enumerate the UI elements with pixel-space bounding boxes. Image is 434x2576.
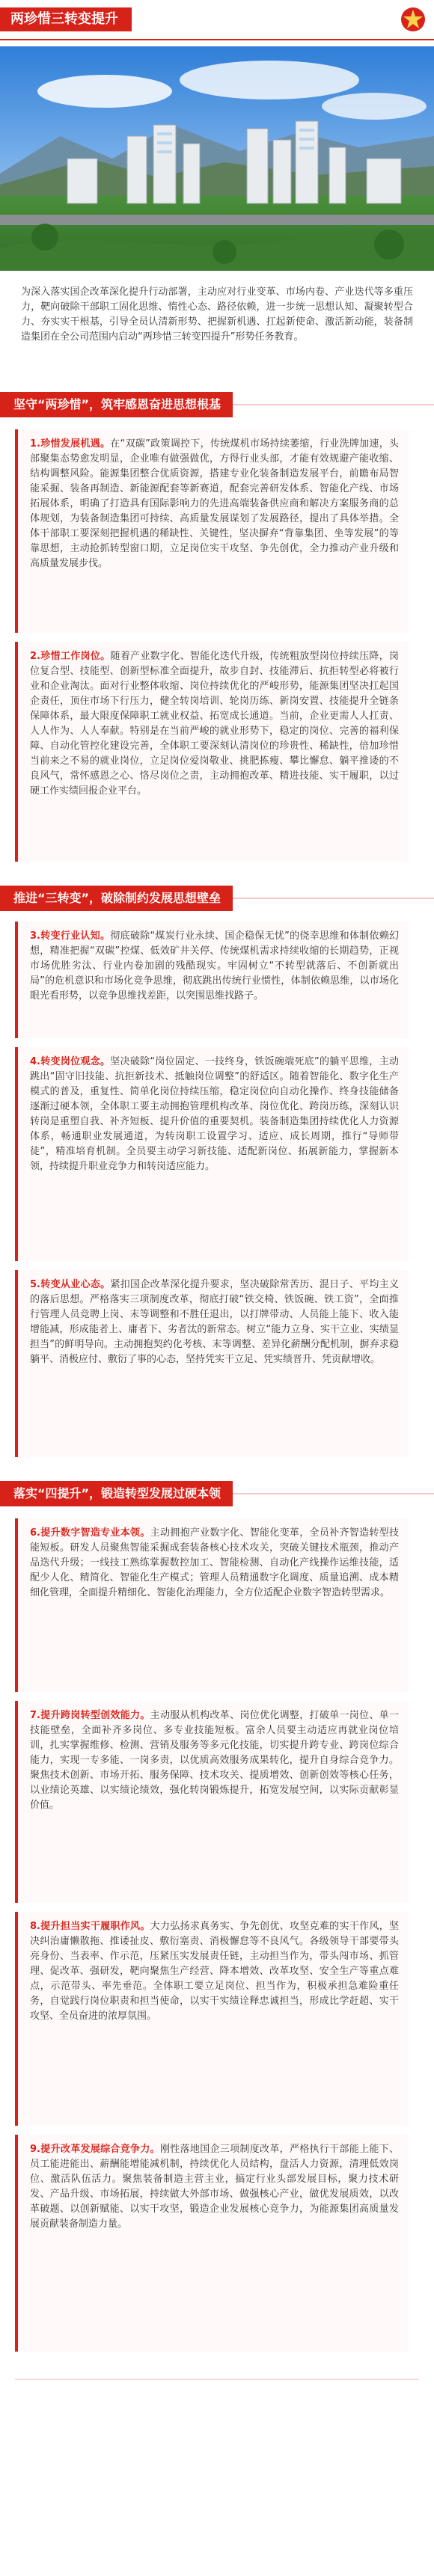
section-banner xyxy=(0,886,434,911)
section-title: 落实“四提升”，锻造转型发展过硬本领 xyxy=(0,1481,233,1506)
item-body: 大力弘扬求真务实、争先创优、攻坚克难的实干作风，坚决纠治庸懒散拖、推诿扯皮、敷衍塞责、消极懈怠等不良风气。各级领导干部要带头亮身份、当表率、作示范，压紧压实发展责任链，主动担当作为，带头闯市场、抓管理、促改革、强研发，靶向聚焦生产经营、降本增效、改革攻坚、安全生产等重点难点，示范带头、率先垂范。全体职工要立足岗位、担当作为，积极承担急难险重任务，自觉践行岗位职责和担当使命，以实干实绩诠释忠诚担当，形成比学赶超、实干攻坚、全员奋进的浓厚氛围。 xyxy=(30,1921,399,2022)
text-block xyxy=(15,1701,408,1903)
item-lead: 6.提升数字智造专业本领。 xyxy=(30,1527,150,1539)
hero-photo xyxy=(0,46,434,271)
footer-divider xyxy=(15,2379,419,2380)
item-body: 随着产业数字化、智能化迭代升级，传统粗放型岗位持续压降，岗位复合型、技能型、创新型标准全面提升，故步自封、技能滞后、抗拒转型必将被行业和企业淘汰。面对行业整体收缩、岗位持续优化的严峻形势，能源集团坚决扛起国企责任，顶住市场下行压力，健全转岗培训、轮岗历练、新岗安置、技能提升全链条保障体系，最大限度保障职工就业权益、拓宽成长通道。当前，企业更需人人扛责、人人作为、人人奉献。特别是在当前严峻的就业形势下，稳定的岗位、完善的福利保障、自动化管控化建设完善，全体职工要深刻认清岗位的珍贵性、稀缺性，倍加珍惜当前来之不易的就业岗位，立足岗位爱岗敬业、挑肥拣瘦、攀比懈怠、躺平推诿的不良风气，常怀感恩之心、恪尽岗位之责，主动拥抱改革、精进技能、实干履职，以过硬工作实绩回报企业平台。 xyxy=(30,651,399,797)
item-lead: 7.提升跨岗转型创效能力。 xyxy=(30,1710,150,1721)
item-lead: 5.转变从业心态。 xyxy=(30,1279,111,1290)
text-block xyxy=(15,1912,408,2126)
text-block xyxy=(15,921,408,1038)
text-block xyxy=(15,642,408,862)
text-block xyxy=(15,2135,408,2352)
text-block xyxy=(15,1047,408,1261)
item-lead: 2.珍惜工作岗位。 xyxy=(30,651,111,662)
section-title: 推进“三转变”，破除制约发展思想壁垒 xyxy=(0,886,233,911)
item-body: 刚性落地国企三项制度改革，严格执行干部能上能下、员工能进能出、薪酬能增能减机制，持续优化人员结构，盘活人力资源，清理低效岗位、激活队伍活力。聚焦装备制造主营主业，搞定行业头部发展目标，聚力技术研发、产品升级、市场拓展，持续做大外部市场、做强核心产业，做优发展质效，以改革破题、以创新赋能、以实干攻坚，锻造企业发展核心竞争力，为能源集团高质量发展贡献装备制造力量。 xyxy=(30,2144,399,2230)
text-block xyxy=(15,1518,408,1692)
item-body: 紧扣国企改革深化提升要求，坚决破除常苦历、混日子、平均主义的落后思想。严格落实三项制度改革，彻底打破“铁交椅、铁饭碗、铁工资”，全面推行管理人员竞聘上岗、末等调整和不胜任退出，以打牌带动、人员能上能下、收入能增能减，形成能者上、庸者下、劣者汰的新常态。树立“能力立身、实干立业、实绩显担当”的鲜明导向。主动拥抱契约化考核、末等调整、差异化薪酬分配机制，摒弃求稳躺平、消极应付、敷衍了事的心态，坚持凭实干立足、凭实绩晋升、凭贡献增收。 xyxy=(30,1279,399,1365)
item-body: 坚决破除“岗位固定、一技终身，铁饭碗端死底”的躺平思维，主动跳出“固守旧技能、抗拒新技术、抵触岗位调整”的舒适区。随着智能化、数字化生产模式的普及，重复性、简单化岗位持续压缩，稳定岗位向自动化操作、终身技能储备逐渐过硬本领，全体职工要主动拥抱管理机构改革、岗位优化、跨岗历练，深刻认识转岗是重塑自我、补齐短板、提升价值的重要契机。装备制造集团持续优化人力资源体系，畅通职业发展通道，为转岗职工设置学习、适应、成长周期，推行“导师带徒”，精准培育机制。全员要主动学习新技能、适配新岗位、拓展新能力，掌握新本领，持续提升职业竞争力和转岗适应能力。 xyxy=(30,1056,399,1172)
item-body: 主动服从机构改革、岗位优化调整，打破单一岗位、单一技能壁垒，全面补齐多岗位、多专业技能短板。富余人员要主动适应再就业岗位培训，扎实掌握维修、检测、营销及服务等多元化技能，切实提升跨专业、跨岗位综合能力，实现一专多能、一岗多责，以优质高效服务成果转化，提升自身综合竞争力。聚焦技术创新、市场开拓、服务保障、技术攻关、提质增效、创新创效等核心任务，以业绩论英雄、以实绩论绩效，强化转岗锻炼提升，拓宽发展空间，以实际贡献彰显价值。 xyxy=(30,1710,399,1811)
item-body: 在“双碳”政策调控下，传统煤机市场持续萎缩，行业洗牌加速，头部聚集态势愈发明显，企业唯有做强做优，方得行业头部，才能有效规避产能收缩、结构调整风险。能源集团整合优质资源，搭建专业化装备制造发展平台，前瞻布局智能采掘、装备再制造、新能源配套等新赛道，配套完善研发体系、智能化产线、市场拓展体系，明确了打造具有国际影响力的先进高端装备供应商和解决方案服务商的总体规划，为装备制造集团可持续、高质量发展谋划了发展路径，提出了具体举措。全体干部职工要深刻把握机遇的稀缺性、关键性，坚决摒弃“背靠集团、坐等发展”的等靠思想，主动抢抓转型窗口期，立足岗位实干攻坚、争先创优，全力推动产业升级和高质量发展步伐。 xyxy=(30,438,399,569)
section-banner xyxy=(0,392,434,417)
item-lead: 4.转变岗位观念。 xyxy=(30,1056,111,1067)
item-lead: 9.提升改革发展综合竞争力。 xyxy=(30,2144,160,2155)
section-banner xyxy=(0,1481,434,1506)
star-badge-icon xyxy=(400,6,427,33)
header xyxy=(0,0,434,40)
section-title: 坚守“两珍惜”，筑牢感恩奋进思想根基 xyxy=(0,392,233,417)
text-block xyxy=(15,1270,408,1457)
item-lead: 1.珍惜发展机遇。 xyxy=(30,438,111,450)
text-block xyxy=(15,429,408,633)
intro-paragraph: 为深入落实国企改革深化提升行动部署，主动应对行业变革、市场内卷、产业迭代等多重压力，靶向破除干部职工固化思维、惰性心态、路径依赖，进一步统一思想认知、凝聚转型合力、夯实实干根基，引导全员认清新形势、把握新机遇、扛起新使命、激活新动能，装备制造集团在全公司范围内启动“两珍惜三转变四提升”形势任务教育。 xyxy=(21,286,413,343)
item-lead: 3.转变行业认知。 xyxy=(30,930,111,942)
header-title: 两珍惜三转变提升 xyxy=(0,7,132,31)
item-lead: 8.提升担当实干履职作风。 xyxy=(30,1921,150,1932)
item-body: 彻底破除“煤炭行业永续、国企稳保无忧”的侥幸思维和体制依赖幻想，精准把握“双碳”控煤、低效矿井关停、传统煤机需求持续收缩的长期趋势，正视市场优胜劣汰、行业内卷加剧的残酷现实。牢固树立“不转型就落后、不创新就出局”的危机意识和市场化竞争思维，彻底跳出传统行业惯性，体制依赖思维，以市场化眼光看形势，以竞争思维找差距，以突围思维找路子。 xyxy=(30,930,399,1002)
item-body: 主动拥抱产业数字化、智能化变革，全员补齐智造转型技能短板。研发人员聚焦智能采掘成套装备核心技术攻关，突破关键技术瓶颈，推动产品迭代升级；一线技工熟练掌握数控加工、智能检测、自动化产线操作运维技能，适配少人化、精简化、智能化生产模式；管理人员精通数字化调度、质量追溯、成本精细化管理，全面提升精细化、智能化治理能力，全方位适配企业数字智造转型需求。 xyxy=(30,1527,399,1598)
